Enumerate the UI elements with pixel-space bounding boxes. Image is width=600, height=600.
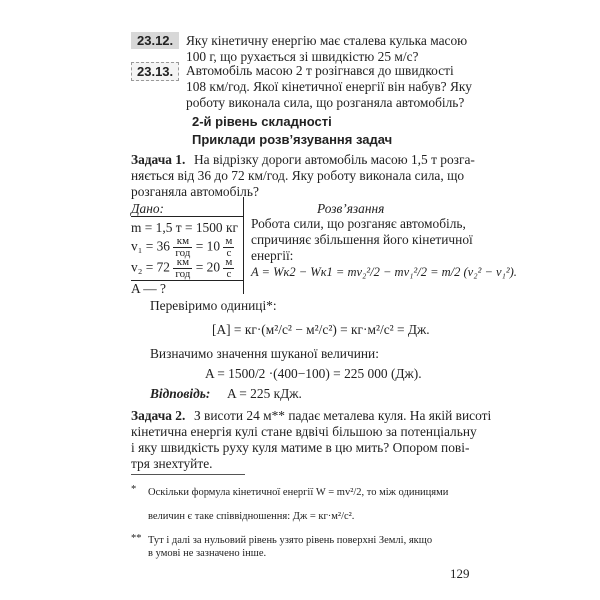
solution-line: Робота сили, що розганяє автомобіль, [251, 216, 466, 231]
answer-value: A = 225 кДж. [227, 386, 302, 401]
problem-text-line: Яку кінетичну енергію має сталева кулька масою [186, 33, 468, 48]
frac-den: с [226, 247, 232, 259]
footnote-line: Оскільки формула кінетичної енергії W = mv²/2, то між одиницями [148, 487, 449, 498]
footnote-separator [131, 474, 245, 475]
given-vertical-rule [243, 197, 244, 294]
footnote-line: в умові не зазначено інше. [148, 548, 267, 559]
task-text-line: На відрізку дороги автомобіль масою 1,5 т розга- [194, 152, 475, 167]
problem-number: 23.12. [131, 32, 179, 49]
footnote-mark: * [131, 484, 137, 495]
task-label: Задача 2. [131, 408, 186, 423]
solution-line: енергії: [251, 248, 294, 263]
task-text-line: тря знехтуйте. [131, 456, 213, 471]
fraction [223, 257, 234, 280]
solution-line: спричиняє збільшення його кінетичної [251, 232, 473, 247]
compute-label: Визначимо значення шуканої величини: [150, 346, 379, 361]
given-v2-value: v₂ = 72 [131, 259, 171, 275]
frac-num: м [225, 256, 233, 268]
compute-formula: A = 1500/2 ·(400−100) = 225 000 (Дж). [205, 366, 422, 381]
find-value: A — ? [131, 281, 166, 296]
page-number: 129 [450, 566, 470, 581]
task-text-line: і яку швидкість руху куля матиме в цю мить? Опором пові- [131, 440, 470, 455]
problem-text-line: 108 км/год. Якої кінетичної енергії він набув? Яку [186, 79, 472, 94]
problem-number: 23.13. [131, 62, 179, 81]
frac-den: год [175, 247, 191, 259]
problem-text-line: Автомобіль масою 2 т розігнався до швидкості [186, 63, 454, 78]
work-formula: A = Wк2 − Wк1 = mv₂²/2 − mv₁²/2 = m/2 (v₂² − v₁²). [251, 265, 517, 279]
given-v1-si: = 10 [195, 238, 221, 254]
answer-label: Відповідь: [150, 386, 211, 401]
solution-label: Розв’язання [317, 201, 385, 216]
given-v1-value: v₁ = 36 [131, 238, 171, 254]
given-mass: m = 1,5 т = 1500 кг [131, 220, 238, 235]
examples-heading: Приклади розв’язування задач [192, 132, 393, 147]
task-text-line: розганяла автомобіль? [131, 184, 259, 199]
footnote-mark: ** [131, 533, 142, 544]
frac-num: км [173, 236, 192, 248]
check-units-label: Перевіримо одиниці*: [150, 298, 277, 313]
task-text-line: няється від 36 до 72 км/год. Яку роботу виконала сила, що [131, 168, 465, 183]
given-label: Дано: [131, 201, 165, 216]
units-formula: [A] = кг·(м²/с² − м²/с²) = кг·м²/с² = Дж. [212, 322, 430, 337]
problem-text-line: 100 г, що рухається зі швидкістю 25 м/с? [186, 49, 419, 64]
footnote-line: величин є таке співвідношення: Дж = кг·м²/с². [148, 511, 355, 522]
section-heading: 2-й рівень складності [192, 114, 332, 129]
frac-den: год [175, 268, 191, 280]
given-top-rule [131, 216, 243, 217]
fraction [173, 257, 192, 280]
frac-den: с [226, 268, 232, 280]
task-text-line: З висоти 24 м** падає металева куля. На якій висоті [194, 408, 492, 423]
given-v2 [131, 257, 234, 280]
task-label: Задача 1. [131, 152, 186, 167]
footnote-line: Тут і далі за нульовий рівень узято рівень поверхні Землі, якщо [148, 535, 433, 546]
frac-num: км [173, 257, 192, 269]
given-v2-si: = 20 [195, 259, 221, 275]
problem-text-line: роботу виконала сила, що розганяла автомобіль? [186, 95, 465, 110]
frac-num: м [225, 235, 233, 247]
task-text-line: кінетична енергія кулі стане вдвічі більшою за потенціальну [131, 424, 477, 439]
